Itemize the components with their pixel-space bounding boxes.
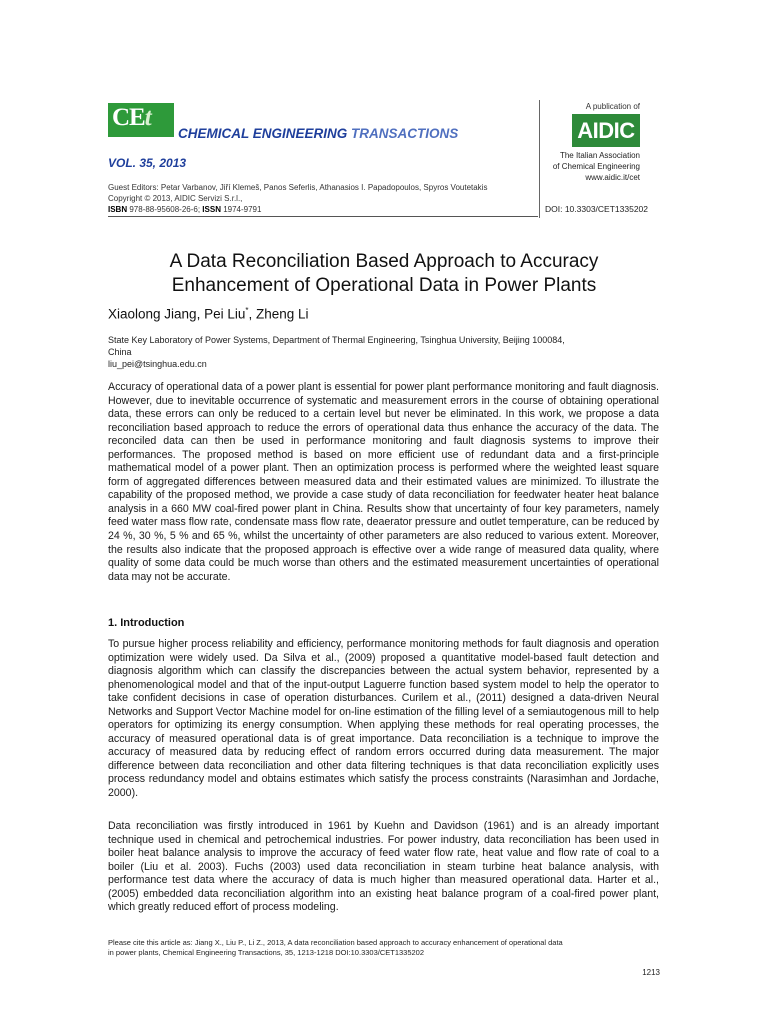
authors-post: , Zheng Li xyxy=(248,306,309,322)
isbn-value: 978-88-95608-26-6; xyxy=(127,205,203,214)
aidic-logo: AIDIC xyxy=(572,114,640,147)
page-number: 1213 xyxy=(642,968,660,977)
citation-line-2: in power plants, Chemical Engineering Transactions, 35, 1213-1218 DOI:10.3303/CET1335202 xyxy=(108,948,425,957)
corresponding-mark: * xyxy=(245,306,249,315)
abstract: Accuracy of operational data of a power plant is essential for power plant performance monitoring and fault diagnosis. However, due to inevitable occurrence of systematic and measurement errors in the course of obtaining operational data, these errors can only be reduced to a certain level but never be eliminated. In this work, we propose a data reconciliation based approach to reduce the errors of operational data thus enhance the accuracy of the data. The reconciled data can then be used in performance monitoring and fault diagnosis systems to improve their performances. The proposed method is based on more efficient use of redundant data and a first-principle mathematical model of a power plant. Then an optimization process is performed where the weighted least square form of aggregated differences between measured data and their estimated values are minimized. To illustrate the capability of the proposed method, we provide a case study of data reconciliation for feedwater heater heat balance analysis in a 660 MW coal-fired power plant in China. Results show that uncertainty of four key parameters, namely feed water mass flow rate, condensate mass flow rate, deaerator pressure and outlet temperature, can be reduced by 24 %, 30 %, 5 % and 65 %, whilst the uncertainty of other parameters are also reduced to various extent. Moreover, the results also indicate that the proposed approach is effective over a wide range of measured data quality, where quality of some data could be much worse than others and the estimated measurement uncertainties of operational data may not be accurate. xyxy=(108,381,659,583)
guest-editors: Guest Editors: Petar Varbanov, Jiří Klemeš, Panos Seferlis, Athanasios I. Papadopoulos, Spyros Voutetakis xyxy=(108,183,488,192)
author-email: liu_pei@tsinghua.edu.cn xyxy=(108,359,207,369)
editors-block xyxy=(108,182,487,215)
intro-paragraph-2: Data reconciliation was firstly introduced in 1961 by Kuehn and Davidson (1961) and is an already important technique used in chemical and petrochemical industries. For power industry, data reconciliation has been used in boiler heat balance analysis to improve the accuracy of feed water flow rate, heat value and flow rate of coal to a boiler (Liu et al. 2003). Fuchs (2003) used data reconciliation in steam turbine heat balance analysis, with performance test data where the accuracy of data is much higher than measured operational data. Harter et al., (2005) embedded data reconciliation algorithm into an existing heat balance program of a coal-fired power plant, which greatly reduced effort of process modeling. xyxy=(108,820,659,914)
cet-logo-text xyxy=(112,104,151,132)
affiliation-line-2: China xyxy=(108,347,132,357)
title-line-1: A Data Reconciliation Based Approach to Accuracy xyxy=(169,251,599,272)
authors xyxy=(108,306,309,322)
journal-name-light: TRANSACTIONS xyxy=(351,126,459,141)
logo-main: CE xyxy=(112,104,145,131)
association-line-1: The Italian Association xyxy=(559,151,640,160)
intro-paragraph-1: To pursue higher process reliability and efficiency, performance monitoring methods for fault diagnosis and operation optimization were widely used. Da Silva et al., (2009) proposed a quantitative model-based fault detection and diagnosis algorithm which can classify the discrepancies between the actual system behavior, represented by a phenomenological model and that of the input-output Laguerre function based system model to help the operator to take confident decisions in case of operation disturbances. Curilem et al., (2011) designed a data-driven Neural Networks and Support Vector Machine model for on-line estimation of the filling level of a semiautogenous mill to help operators for optimizing its energy consumption. When applying these methods for real operating processes, the accuracy of measured operational data is of great importance. Data reconciliation is a technique to improve the accuracy of measured data by reducing effect of random errors occurred during data measurement. The major difference between data reconciliation and other data filtering techniques is that data reconciliation explicitly uses process redundancy model and obtains estimates which satisfy the process constraints (Narasimhan and Jordache, 2000). xyxy=(108,638,659,800)
publication-of: A publication of xyxy=(585,102,640,111)
citation-line-1: Please cite this article as: Jiang X., Liu P., Li Z., 2013, A data reconciliation based approach to accuracy enhancement of operational data xyxy=(108,938,563,947)
doi: DOI: 10.3303/CET1335202 xyxy=(544,204,648,214)
title-line-2: Enhancement of Operational Data in Power Plants xyxy=(171,275,597,296)
association-line-2: of Chemical Engineering xyxy=(552,162,640,171)
association-info xyxy=(540,150,640,183)
citation-note xyxy=(108,938,660,958)
association-url: www.aidic.it/cet xyxy=(585,173,640,182)
header-rule xyxy=(108,216,538,217)
issn-label: ISSN xyxy=(202,205,221,214)
isbn-label: ISBN xyxy=(108,205,128,214)
volume: VOL. 35, 2013 xyxy=(108,156,187,170)
logo-t: t xyxy=(144,104,151,131)
journal-name xyxy=(178,126,458,141)
isbn-issn xyxy=(108,204,487,215)
issn-value: 1974-9791 xyxy=(220,205,262,214)
article-title xyxy=(108,250,660,298)
journal-name-bold: CHEMICAL ENGINEERING xyxy=(178,126,348,141)
copyright: Copyright © 2013, AIDIC Servizi S.r.l., xyxy=(108,194,243,203)
authors-pre: Xiaolong Jiang, Pei Liu xyxy=(108,306,246,322)
section-heading-introduction: 1. Introduction xyxy=(108,617,185,629)
affiliation xyxy=(108,334,658,370)
affiliation-line-1: State Key Laboratory of Power Systems, Department of Thermal Engineering, Tsinghua University, Beijing 100084, xyxy=(108,335,565,345)
